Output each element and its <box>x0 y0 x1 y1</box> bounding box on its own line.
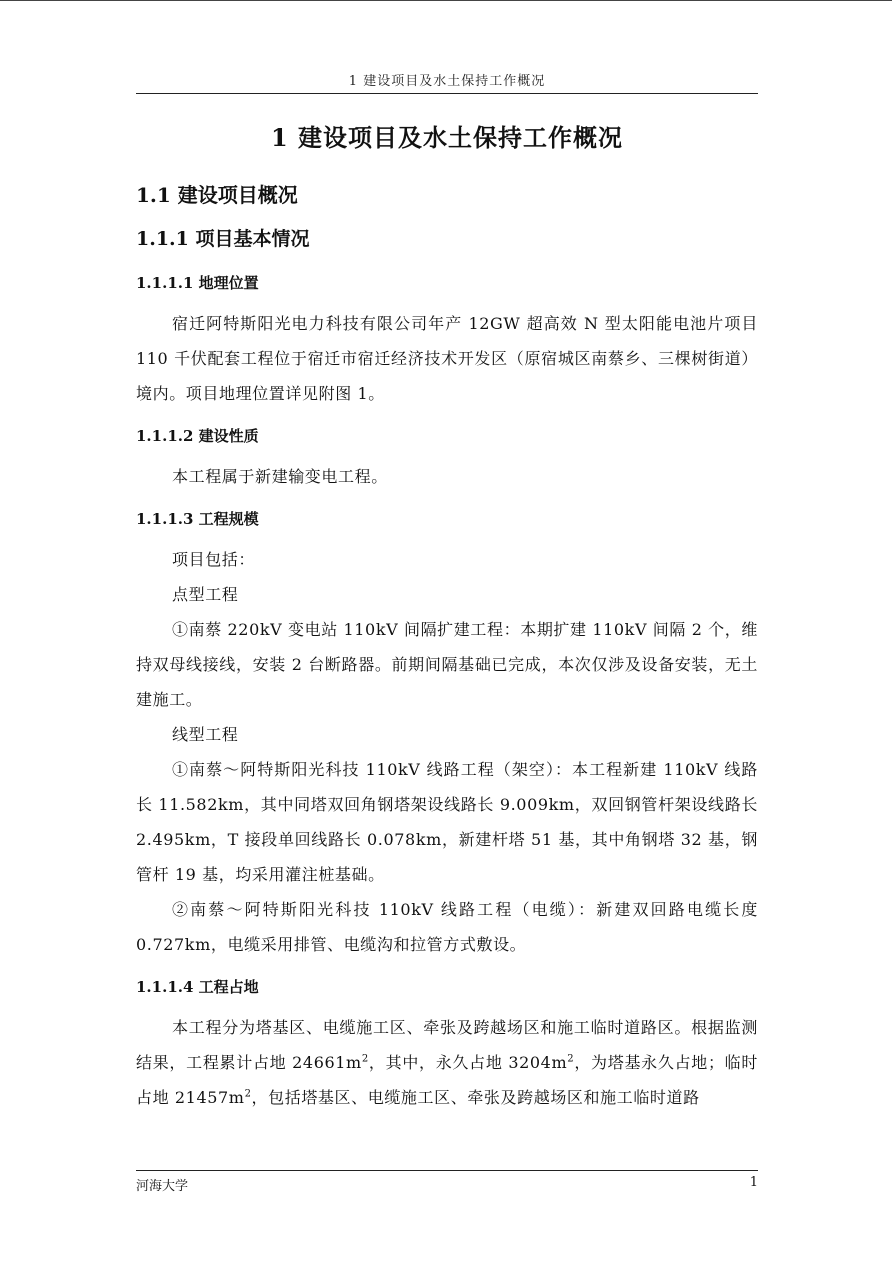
section-heading-1-1-1: 1.1.1 项目基本情况 <box>136 228 310 250</box>
land-text-d: ，包括塔基区、电缆施工区、牵张及跨越场区和施工临时道路 <box>251 1088 700 1107</box>
land-superscript-1: 2 <box>361 1053 369 1065</box>
land-text-a: 本工程分为塔基区、电缆施工区、牵张及跨越场区和施工临时道路区。根据监测结果，工程累计占地 24661m <box>136 1018 758 1072</box>
paragraph-line-2: ②南蔡～阿特斯阳光科技 110kV 线路工程（电缆）：新建双回路电缆长度 0.727km，电缆采用排管、电缆沟和拉管方式敷设。 <box>136 900 758 954</box>
section-heading-scale: 1.1.1.3 工程规模 <box>136 510 259 528</box>
land-superscript-2: 2 <box>567 1053 575 1065</box>
section-heading-land: 1.1.1.4 工程占地 <box>136 978 259 996</box>
footer-rule <box>136 1170 758 1171</box>
paragraph-land <box>136 1010 758 1115</box>
page-number: 1 <box>749 1175 758 1190</box>
paragraph-point-title: 点型工程 <box>172 585 239 604</box>
top-border <box>0 0 892 1</box>
paragraph-scale-intro: 项目包括： <box>172 550 256 569</box>
paragraph-nature: 本工程属于新建输变电工程。 <box>172 467 388 486</box>
land-superscript-3: 2 <box>244 1088 252 1100</box>
paragraph-point-1: ①南蔡 220kV 变电站 110kV 间隔扩建工程：本期扩建 110kV 间隔 2 个，维持双母线接线，安装 2 台断路器。前期间隔基础已完成，本次仅涉及设备安装，无土建施工。 <box>136 620 758 709</box>
running-header: 1 建设项目及水土保持工作概况 <box>348 74 546 89</box>
section-heading-location: 1.1.1.1 地理位置 <box>136 274 259 292</box>
paragraph-line-title: 线型工程 <box>172 725 239 744</box>
section-heading-1-1: 1.1 建设项目概况 <box>136 183 298 207</box>
land-text-b: ，其中，永久占地 3204m <box>368 1053 568 1072</box>
footer-organization: 河海大学 <box>136 1179 189 1194</box>
header-rule <box>136 93 758 94</box>
section-heading-nature: 1.1.1.2 建设性质 <box>136 427 259 445</box>
paragraph-location: 宿迁阿特斯阳光电力科技有限公司年产 12GW 超高效 N 型太阳能电池片项目 110 千伏配套工程位于宿迁市宿迁经济技术开发区（原宿城区南蔡乡、三棵树街道）境内。项目地理位置详见附图 1。 <box>136 314 758 403</box>
chapter-title: 1 建设项目及水土保持工作概况 <box>270 123 624 152</box>
page-body <box>136 112 758 1115</box>
paragraph-line-1: ①南蔡～阿特斯阳光科技 110kV 线路工程（架空）：本工程新建 110kV 线路长 11.582km，其中同塔双回角钢塔架设线路长 9.009km，双回钢管杆架设线路长 2.495km，T 接段单回线路长 0.078km，新建杆塔 51 基，其中角钢塔 32 基，钢管杆 19 基，均采用灌注桩基础。 <box>136 760 758 884</box>
land-text-c: ，为塔基永久占地；临时占地 21457m <box>136 1053 758 1107</box>
